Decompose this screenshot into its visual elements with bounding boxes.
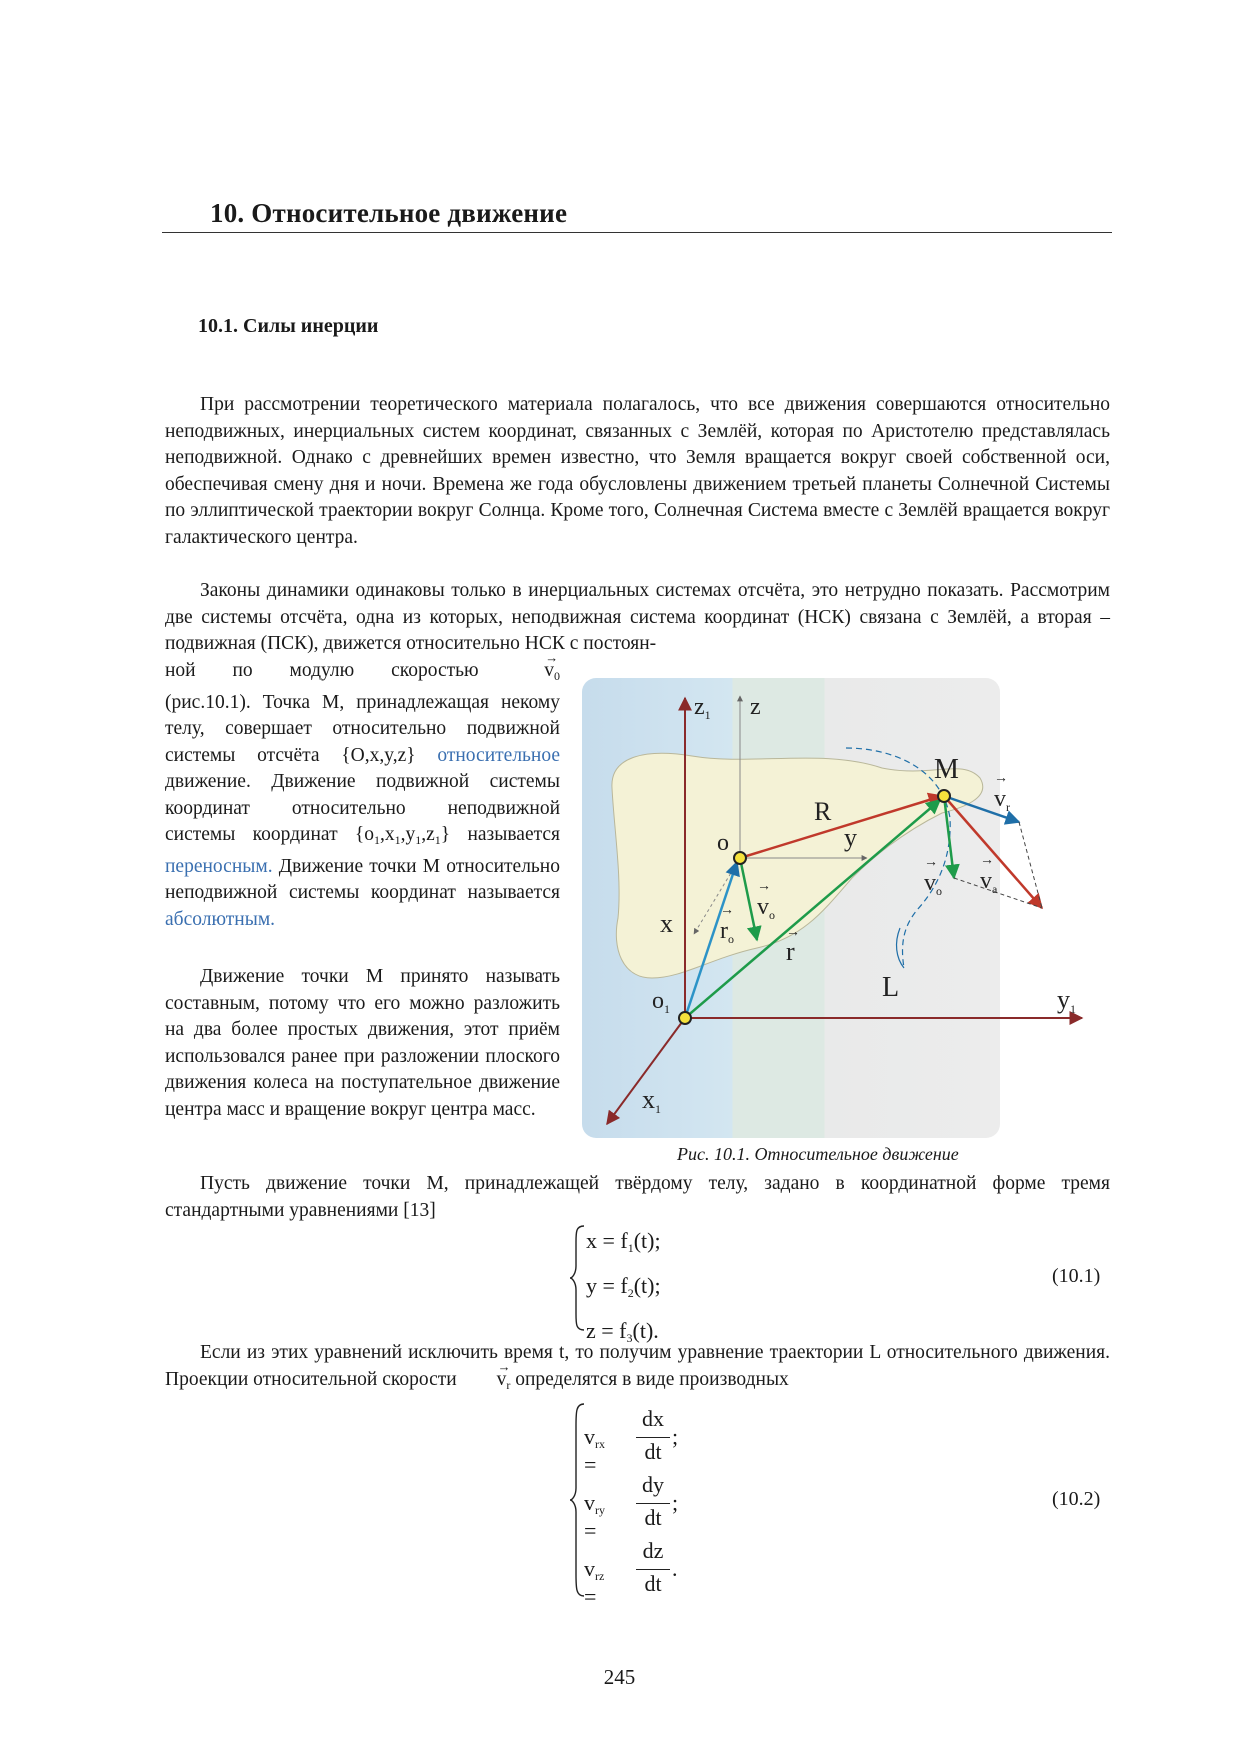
arrow-r0: → — [720, 903, 734, 918]
paragraph-2-continued: ной по модулю скоростью → $v_0$ (рис.10.1). Точка M, принадлежащая некому телу, совершает относительно подвижной системы отсчёта {O,x,y,z} относительное движение. Движение подвижной системы координат относительно неподвижной системы координат $\{o_1,x_1,y_1,z_1\}$ называется переносным. Движение точки M относительно неподвижной системы координат называется абсолютным. — [165, 658, 560, 933]
paragraph-3: Движение точки M принято называть составным, потому что его можно разложить на два более простых движения, этот приём использовался ранее при разложении плоского движения колеса на поступательное движение центра масс и вращение вокруг центра масс. — [165, 966, 560, 1120]
point-o1 — [679, 1012, 691, 1024]
arrow-v0-origin: → — [757, 879, 771, 894]
arrow-r: → — [786, 925, 800, 940]
arrow-va: → — [980, 853, 994, 868]
label-va: $v_a$ — [980, 868, 998, 896]
label-z: z — [750, 694, 761, 720]
paragraph-1: При рассмотрении теоретического материала полагалось, что все движения совершаются относительно неподвижных, инерциальных систем координат, связанных с Землёй, которая по Аристотелю представлялась неподвижной. Однако с древнейших времен известно, что Земля вращается вокруг своей собственной оси, обеспечивая смену дня и ночи. Времена же года обусловлены движением третьей планеты Солнечной Системы по эллиптической траектории вокруг Солнца. Кроме того, Солнечная Система вместе с Землёй вращается вокруг галактического центра. — [165, 394, 1110, 548]
label-r: r — [786, 937, 795, 966]
eq1-line-y: $y = f_2(t)$; — [586, 1273, 661, 1300]
text-c: Движение точки M относительно неподвижной системы координат называется — [165, 855, 560, 903]
paragraph-4: Пусть движение точки M, принадлежащей твёрдому телу, задано в координатной форме тремя стандартными уравнениями [13] — [165, 1173, 1110, 1221]
label-r0: $r_o$ — [720, 918, 734, 946]
arrow-v0-M: → — [924, 855, 938, 870]
eq2-number: (10.2) — [1052, 1488, 1101, 1510]
title-rule — [162, 232, 1112, 233]
label-v0-M: $v_o$ — [924, 870, 942, 898]
paragraph-2: Законы динамики одинаковы только в инерциальных системах отсчёта, это нетрудно показать. Рассмотрим две системы отсчёта, одна из которых, неподвижная система координат (НСК) связана с Землёй, а вторая – подвижная (ПСК), движется относительно НСК с постоян- — [165, 580, 1110, 654]
label-vr: $v_r$ — [994, 786, 1010, 814]
label-v0-origin: $v_o$ — [757, 894, 775, 922]
subsection-title: 10.1. Силы инерции — [198, 315, 379, 337]
eq1-line-z: $z = f_3(t)$. — [586, 1318, 659, 1345]
label-o: o — [717, 830, 729, 856]
v0-line — [165, 658, 560, 690]
eq1-line-x: $x = f_1(t)$; — [586, 1228, 661, 1255]
label-x1: x1 — [642, 1085, 661, 1116]
paragraph-5: Если из этих уравнений исключить время t, то получим уравнение траектории L относительного движения. Проекции относительной скорости → $v_r$ определятся в виде производных — [165, 1340, 1110, 1398]
label-y1: y1 — [1057, 985, 1076, 1016]
text-b: движение. Движение подвижной системы координат относительно неподвижной системы координат {o — [165, 771, 560, 845]
label-z1: $z_1$ — [694, 694, 711, 722]
arrow-vr: → — [994, 771, 1008, 786]
vr-symbol: → $v_r$ — [462, 1369, 511, 1390]
label-L: L — [882, 972, 900, 1003]
term-relative: относительное — [437, 744, 561, 766]
term-absolute: абсолютным. — [165, 908, 276, 930]
label-o1: $o_1$ — [652, 988, 670, 1016]
term-transport: переносным. — [165, 855, 273, 877]
label-R: R — [814, 797, 832, 826]
point-o — [734, 852, 746, 864]
label-M: M — [934, 754, 959, 785]
section-title: 10. Относительное движение — [210, 198, 568, 228]
v0-line-text: ной по модулю скоростью — [165, 660, 479, 681]
equation-10-1 — [586, 1222, 661, 1357]
point-M — [938, 790, 950, 802]
eq1-number: (10.1) — [1052, 1265, 1101, 1287]
page-number: 245 — [603, 1665, 636, 1689]
text-a: (рис.10.1). Точка M, принадлежащая некому телу, совершает относительно подвижной системы отсчёта {O,x,y,z} — [165, 691, 560, 766]
label-y: y — [844, 823, 857, 852]
label-x: x — [660, 909, 673, 938]
figure-caption: Рис. 10.1. Относительное движение — [677, 1144, 959, 1164]
v0-symbol: → $v_0$ — [544, 658, 560, 690]
relative-motion-figure — [582, 678, 1076, 1138]
